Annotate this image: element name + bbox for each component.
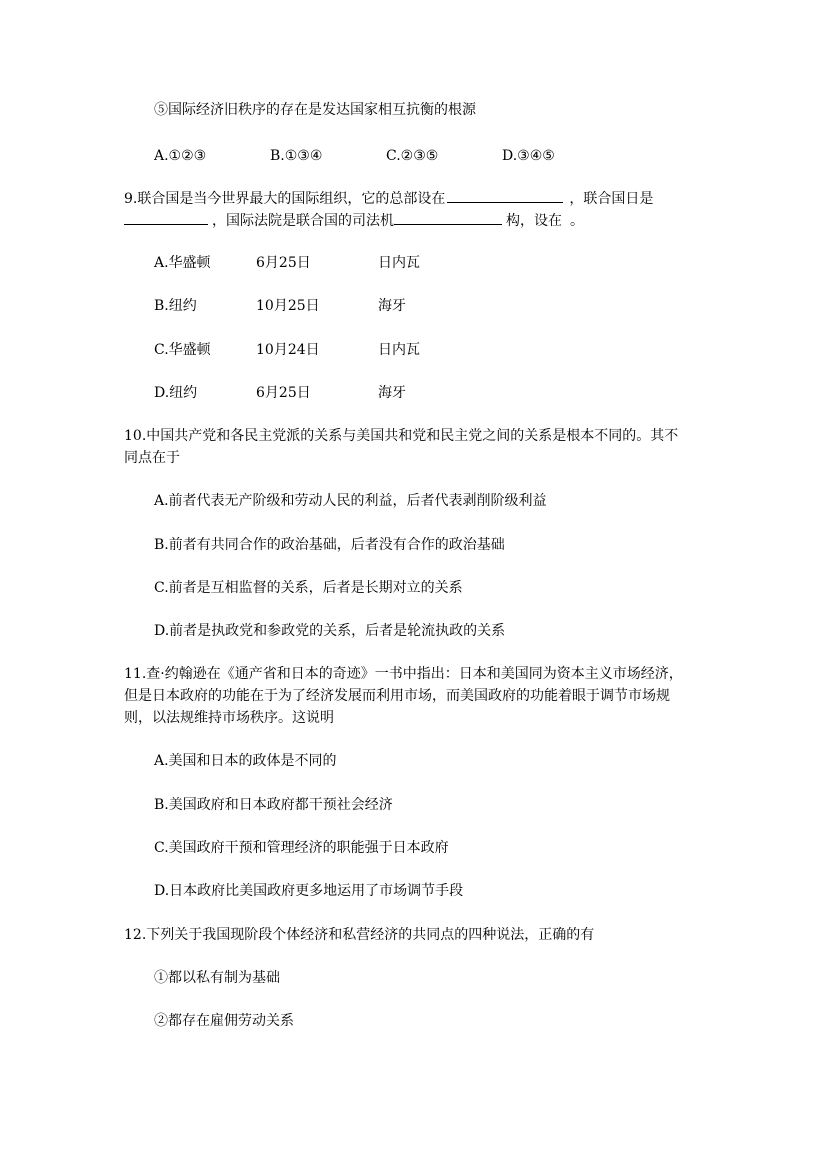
q9-stem-part: 。 xyxy=(570,213,584,229)
q10-stem-line2: 同点在于 xyxy=(124,450,180,466)
q9-option-a-label: A.华盛顿 xyxy=(154,255,211,271)
q10-option-a: A.前者代表无产阶级和劳动人民的利益，后者代表剥削阶级利益 xyxy=(154,493,547,509)
q11-option-b: B.美国政府和日本政府都干预社会经济 xyxy=(154,797,393,813)
q9-option-d-place: 海牙 xyxy=(378,385,406,401)
q11-stem-line1: 11.查·约翰逊在《通产省和日本的奇迹》一书中指出：日本和美国同为资本主义市场经济， xyxy=(124,666,683,682)
q9-option-d-label: D.纽约 xyxy=(154,385,198,401)
q10-option-b: B.前者有共同合作的政治基础，后者没有合作的政治基础 xyxy=(154,537,505,553)
q9-option-b-date: 10月25日 xyxy=(256,298,320,314)
blank-1 xyxy=(447,188,563,203)
blank-2 xyxy=(124,210,208,225)
q10-option-c: C.前者是互相监督的关系，后者是长期对立的关系 xyxy=(154,580,463,596)
q9-option-c-place: 日内瓦 xyxy=(378,342,420,358)
q8-option-d: D.③④⑤ xyxy=(502,148,555,164)
q9-stem-part: ，联合国日是 xyxy=(569,191,654,207)
q11-option-c: C.美国政府干预和管理经济的职能强于日本政府 xyxy=(154,840,449,856)
q9-option-c-label: C.华盛顿 xyxy=(154,342,211,358)
q9-stem-part: 构，设在 xyxy=(506,213,562,229)
blank-3 xyxy=(394,210,502,225)
q9-option-d-date: 6月25日 xyxy=(256,385,311,401)
q9-option-a-place: 日内瓦 xyxy=(378,255,420,271)
q10-stem-line1: 10.中国共产党和各民主党派的关系与美国共和党和民主党之间的关系是根本不同的。其不 xyxy=(124,428,679,444)
q9-stem-line1 xyxy=(124,188,653,209)
q8-option-c: C.②③⑤ xyxy=(386,148,439,164)
q11-option-a: A.美国和日本的政体是不同的 xyxy=(154,753,337,769)
q12-item-2: ②都存在雇佣劳动关系 xyxy=(154,1013,294,1029)
q8-item-5: ⑤国际经济旧秩序的存在是发达国家相互抗衡的根源 xyxy=(154,102,476,118)
q8-option-b: B.①③④ xyxy=(270,148,323,164)
q9-option-a-date: 6月25日 xyxy=(256,255,311,271)
q9-stem-part: ，国际法院是联合国的司法机 xyxy=(212,213,394,229)
q9-stem-part: 9.联合国是当今世界最大的国际组织，它的总部设在 xyxy=(124,191,446,207)
q9-option-c-date: 10月24日 xyxy=(256,342,320,358)
q9-option-b-place: 海牙 xyxy=(378,298,406,314)
q12-item-1: ①都以私有制为基础 xyxy=(154,970,280,986)
q11-option-d: D.日本政府比美国政府更多地运用了市场调节手段 xyxy=(154,883,464,899)
q10-option-d: D.前者是执政党和参政党的关系，后者是轮流执政的关系 xyxy=(154,623,506,639)
q11-stem-line3: 则，以法规维持市场秩序。这说明 xyxy=(124,710,334,726)
q9-option-b-label: B.纽约 xyxy=(154,298,197,314)
q11-stem-line2: 但是日本政府的功能在于为了经济发展而利用市场，而美国政府的功能着眼于调节市场规 xyxy=(124,688,670,704)
q9-stem-line2 xyxy=(124,210,584,231)
q12-stem: 12.下列关于我国现阶段个体经济和私营经济的共同点的四种说法，正确的有 xyxy=(124,927,595,943)
q8-option-a: A.①②③ xyxy=(154,148,207,164)
